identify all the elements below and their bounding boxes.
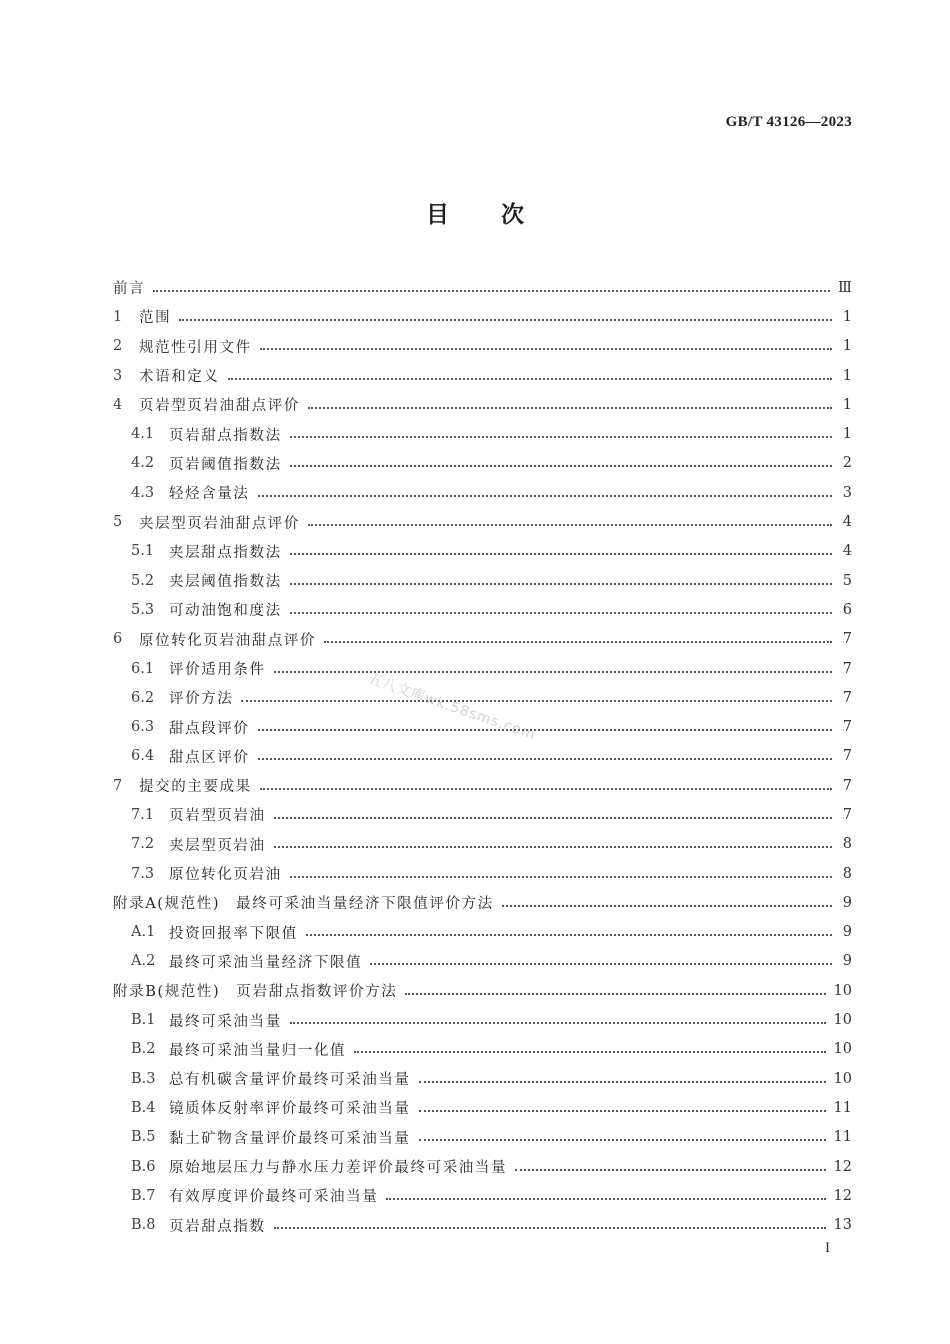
toc-entry[interactable] <box>113 302 852 331</box>
toc-dot-leader <box>419 1110 826 1112</box>
toc-entry-label: 最终可采油当量 <box>169 1013 282 1030</box>
toc-dot-leader <box>258 495 833 497</box>
toc-entry-page: 1 <box>842 338 852 355</box>
toc-entry[interactable] <box>113 566 852 595</box>
toc-entry-label: 页岩型页岩油甜点评价 <box>139 398 300 415</box>
toc-entry[interactable] <box>113 976 852 1005</box>
toc-entry[interactable] <box>113 947 852 976</box>
toc-entry-number: 7.2 <box>131 836 155 853</box>
toc-entry[interactable] <box>113 273 852 302</box>
toc-dot-leader <box>502 905 832 907</box>
toc-entry-page: 11 <box>833 1129 852 1146</box>
toc-entry-number: 6 <box>113 631 123 648</box>
toc-entry[interactable] <box>113 537 852 566</box>
toc-dot-leader <box>274 846 832 848</box>
toc-dot-leader <box>274 671 832 673</box>
toc-entry-label: 总有机碳含量评价最终可采油当量 <box>169 1072 411 1089</box>
toc-dot-leader <box>274 817 832 819</box>
toc-entry-page: Ⅲ <box>838 279 852 296</box>
toc-entry-page: 11 <box>833 1099 852 1116</box>
toc-entry-label: 页岩甜点指数 <box>169 1218 266 1235</box>
toc-entry[interactable] <box>113 888 852 917</box>
toc-entry[interactable] <box>113 332 852 361</box>
toc-dot-leader <box>324 641 832 643</box>
toc-entry-page: 6 <box>842 601 852 618</box>
toc-entry-number: 7 <box>113 777 123 794</box>
toc-entry-number: B.4 <box>131 1099 156 1116</box>
toc-entry[interactable] <box>113 595 852 624</box>
toc-entry-label: 原始地层压力与静水压力差评价最终可采油当量 <box>169 1160 508 1177</box>
toc-title: 目次 <box>426 202 576 228</box>
toc-dot-leader <box>419 1081 826 1083</box>
toc-entry-page: 12 <box>833 1158 852 1175</box>
toc-entry[interactable] <box>113 625 852 654</box>
toc-dot-leader <box>370 963 832 965</box>
toc-entry-page: 1 <box>842 367 852 384</box>
toc-entry-page: 13 <box>833 1217 852 1234</box>
toc-entry[interactable] <box>113 1093 852 1122</box>
toc-entry-page: 7 <box>842 660 852 677</box>
toc-entry-page: 1 <box>842 426 852 443</box>
toc-entry-label: 投资回报率下限值 <box>169 925 298 942</box>
toc-entry[interactable] <box>113 830 852 859</box>
toc-entry[interactable] <box>113 654 852 683</box>
toc-entry-page: 10 <box>833 1070 852 1087</box>
toc-entry-label: 夹层型页岩油 <box>169 837 266 854</box>
toc-entry-label: 页岩甜点指数法 <box>169 427 282 444</box>
toc-entry-label: 轻烃含量法 <box>169 486 250 503</box>
toc-entry-label: 夹层阈值指数法 <box>169 574 282 591</box>
toc-entry[interactable] <box>113 1035 852 1064</box>
toc-entry-page: 4 <box>842 514 852 531</box>
toc-entry[interactable] <box>113 361 852 390</box>
toc-entry[interactable] <box>113 1123 852 1152</box>
toc-entry[interactable] <box>113 449 852 478</box>
toc-entry[interactable] <box>113 1211 852 1240</box>
toc-dot-leader <box>306 934 832 936</box>
toc-entry-label: 术语和定义 <box>139 369 220 386</box>
toc-entry-label: 夹层甜点指数法 <box>169 544 282 561</box>
toc-entry-number: 4.3 <box>131 484 155 501</box>
toc-entry-number: 6.2 <box>131 689 155 706</box>
toc-entry-number: 4.2 <box>131 455 155 472</box>
toc-dot-leader <box>290 583 832 585</box>
toc-dot-leader <box>290 465 832 467</box>
toc-entry-label: 前言 <box>113 281 146 298</box>
toc-dot-leader <box>308 524 832 526</box>
toc-entry-page: 1 <box>842 396 852 413</box>
toc-entry[interactable] <box>113 742 852 771</box>
toc-entry-page: 7 <box>842 806 852 823</box>
toc-dot-leader <box>515 1169 825 1171</box>
toc-dot-leader <box>290 876 832 878</box>
toc-entry[interactable] <box>113 478 852 507</box>
toc-dot-leader <box>290 436 832 438</box>
toc-entry-page: 9 <box>842 924 852 941</box>
toc-entry-page: 7 <box>842 719 852 736</box>
toc-dot-leader <box>274 1227 826 1229</box>
toc-entry-label: 夹层型页岩油甜点评价 <box>139 515 300 532</box>
toc-entry-number: 6.1 <box>131 660 155 677</box>
toc-entry[interactable] <box>113 800 852 829</box>
toc-entry-label: 黏土矿物含量评价最终可采油当量 <box>169 1130 411 1147</box>
toc-entry-label: 甜点区评价 <box>169 749 250 766</box>
toc-entry-label: 最终可采油当量归一化值 <box>169 1042 347 1059</box>
toc-entry-page: 5 <box>842 572 852 589</box>
toc-entry-number: 7.1 <box>131 806 155 823</box>
toc-entry-page: 8 <box>842 836 852 853</box>
toc-dot-leader <box>153 290 830 292</box>
toc-entry-label: 页岩阈值指数法 <box>169 456 282 473</box>
toc-dot-leader <box>241 700 832 702</box>
toc-dot-leader <box>258 758 833 760</box>
toc-dot-leader <box>354 1051 825 1053</box>
toc-entry[interactable] <box>113 859 852 888</box>
toc-entry-page: 3 <box>842 484 852 501</box>
toc-entry-label: 附录A(规范性) 最终可采油当量经济下限值评价方法 <box>113 896 494 913</box>
toc-entry[interactable] <box>113 771 852 800</box>
toc-dot-leader <box>290 612 832 614</box>
toc-entry-label: 最终可采油当量经济下限值 <box>169 954 363 971</box>
toc-entry-number: B.5 <box>131 1129 156 1146</box>
toc-entry-label: 附录B(规范性) 页岩甜点指数评价方法 <box>113 984 398 1001</box>
toc-entry-number: 6.4 <box>131 748 155 765</box>
toc-entry[interactable] <box>113 507 852 536</box>
toc-dot-leader <box>405 993 825 995</box>
toc-dot-leader <box>228 378 833 380</box>
toc-entry-number: B.6 <box>131 1158 156 1175</box>
toc-entry-number: 5.3 <box>131 601 155 618</box>
toc-entry-label: 范围 <box>139 310 172 327</box>
toc-entry[interactable] <box>113 1005 852 1034</box>
toc-entry-page: 4 <box>842 543 852 560</box>
toc-entry-label: 可动油饱和度法 <box>169 603 282 620</box>
toc-dot-leader <box>290 1022 826 1024</box>
toc-entry[interactable] <box>113 918 852 947</box>
toc-dot-leader <box>260 788 832 790</box>
toc-entry-number: 4.1 <box>131 426 155 443</box>
toc-entry-page: 10 <box>833 1041 852 1058</box>
toc-entry-page: 7 <box>842 748 852 765</box>
toc-entry-number: B.1 <box>131 1012 156 1029</box>
toc-entry-number: B.2 <box>131 1041 156 1058</box>
toc-entry-page: 7 <box>842 631 852 648</box>
toc-entry-page: 9 <box>842 953 852 970</box>
toc-entry-page: 10 <box>833 982 852 999</box>
document-code: GB/T 43126—2023 <box>725 114 852 130</box>
toc-entry-label: 镜质体反射率评价最终可采油当量 <box>169 1101 411 1118</box>
toc-entry-number: B.8 <box>131 1217 156 1234</box>
toc-entry-number: 2 <box>113 338 123 355</box>
toc-entry-number: A.2 <box>131 953 156 970</box>
toc-entry[interactable] <box>113 1064 852 1093</box>
toc-entry-label: 甜点段评价 <box>169 720 250 737</box>
toc-dot-leader <box>179 319 832 321</box>
toc-entry-page: 2 <box>842 455 852 472</box>
toc-dot-leader <box>260 348 832 350</box>
toc-entry-page: 8 <box>842 865 852 882</box>
toc-dot-leader <box>290 553 832 555</box>
toc-entry[interactable] <box>113 1152 852 1181</box>
toc-dot-leader <box>419 1139 826 1141</box>
toc-entry-number: B.3 <box>131 1070 156 1087</box>
toc-entry-label: 有效厚度评价最终可采油当量 <box>169 1189 379 1206</box>
page-number: I <box>825 1240 830 1256</box>
toc-dot-leader <box>386 1198 825 1200</box>
toc-entry-page: 12 <box>833 1187 852 1204</box>
toc-dot-leader <box>308 407 832 409</box>
watermark: 五八文库wk.58sms.com <box>365 670 538 744</box>
toc-entry[interactable] <box>113 419 852 448</box>
toc-entry-number: 5 <box>113 514 123 531</box>
toc-entry-label: 原位转化页岩油 <box>169 867 282 884</box>
toc-entry-number: B.7 <box>131 1187 156 1204</box>
toc-entry-number: A.1 <box>131 924 156 941</box>
toc-entry-label: 评价方法 <box>169 691 234 708</box>
toc-entry-number: 1 <box>113 308 123 325</box>
toc-entry-number: 7.3 <box>131 865 155 882</box>
toc-entry-number: 3 <box>113 367 123 384</box>
toc-entry-number: 5.2 <box>131 572 155 589</box>
toc-entry-label: 页岩型页岩油 <box>169 808 266 825</box>
toc-entry-number: 4 <box>113 396 123 413</box>
toc-entry-label: 原位转化页岩油甜点评价 <box>139 632 317 649</box>
table-of-contents <box>113 273 852 1240</box>
toc-entry-number: 6.3 <box>131 719 155 736</box>
toc-entry-label: 规范性引用文件 <box>139 339 252 356</box>
toc-dot-leader <box>258 729 833 731</box>
toc-entry-page: 10 <box>833 1012 852 1029</box>
toc-entry-label: 提交的主要成果 <box>139 779 252 796</box>
toc-entry[interactable] <box>113 390 852 419</box>
toc-entry-page: 1 <box>842 308 852 325</box>
toc-entry-page: 9 <box>842 894 852 911</box>
toc-entry-page: 7 <box>842 689 852 706</box>
toc-entry-number: 5.1 <box>131 543 155 560</box>
toc-entry-label: 评价适用条件 <box>169 662 266 678</box>
toc-entry[interactable] <box>113 1181 852 1210</box>
toc-entry-page: 7 <box>842 777 852 794</box>
